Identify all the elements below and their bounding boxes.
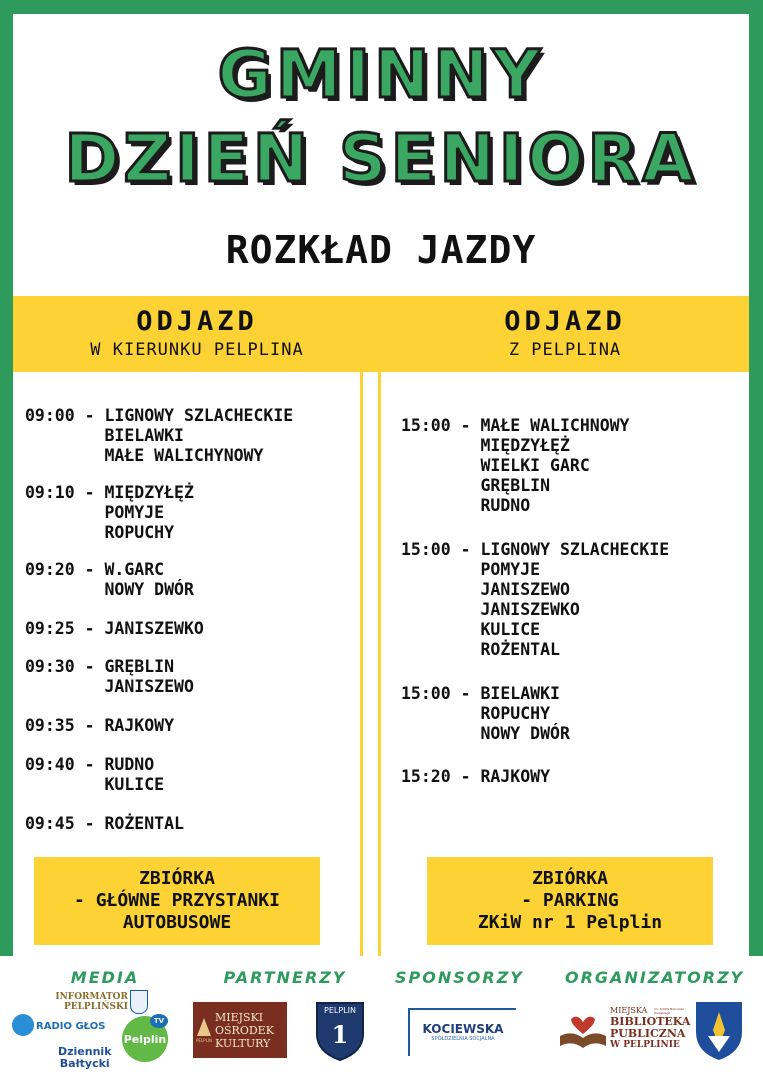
library-line: W PELPLINIE <box>610 1040 680 1050</box>
schedule-entry <box>401 767 550 787</box>
library-logo <box>558 1006 691 1056</box>
bus-stop: JANISZEWKO <box>104 619 204 638</box>
title-line-1: GMINNY <box>217 36 545 113</box>
informator-logo <box>48 992 128 1012</box>
departure-time: 15:00 <box>401 684 451 703</box>
radio-glos-logo: RADIO GŁOS <box>36 1021 106 1032</box>
departure-time: 15:00 <box>401 416 451 435</box>
separator: - <box>74 755 105 774</box>
departure-time: 09:35 <box>25 716 75 735</box>
footer <box>0 956 763 1080</box>
subtitle: ROZKŁAD JAZDY <box>225 228 537 272</box>
stop-list <box>480 540 669 660</box>
stop-list <box>480 767 550 787</box>
kociewska-logo <box>408 1008 516 1056</box>
column-divider-right <box>378 372 381 956</box>
separator: - <box>74 406 105 425</box>
schedule-entry <box>401 684 570 744</box>
separator: - <box>450 767 481 786</box>
mok-text <box>215 1011 274 1050</box>
separator: - <box>74 716 105 735</box>
departure-time: 15:00 <box>401 540 451 559</box>
mok-emblem <box>193 1018 215 1043</box>
separator: - <box>74 657 105 676</box>
stop-list <box>104 619 203 639</box>
bus-stop: POMYJE <box>104 503 165 522</box>
bus-stop: NOWY DWÓR <box>480 724 570 743</box>
header-band <box>13 296 749 372</box>
library-book-icon <box>558 1012 608 1050</box>
left-meeting-line: - GŁÓWNE PRZYSTANKI <box>74 890 280 911</box>
stop-list <box>104 560 193 600</box>
bus-stop: NOWY DWÓR <box>104 580 194 599</box>
departure-time: 09:40 <box>25 755 75 774</box>
bus-stop: JANISZEWO <box>104 677 194 696</box>
right-column-header <box>381 306 749 362</box>
media-heading: MEDIA <box>70 968 140 987</box>
kociewska-text: KOCIEWSKA <box>422 1022 504 1036</box>
schedule-entry <box>25 483 194 543</box>
right-meeting-line: ZKiW nr 1 Pelplin <box>477 912 663 933</box>
bus-stop: GRĘBLIN <box>480 476 551 495</box>
radio-wave-icon <box>12 1014 34 1036</box>
stop-list <box>104 483 193 543</box>
left-meeting-line: AUTOBUSOWE <box>122 912 232 933</box>
pelplin-tv-text: Pelplin <box>123 1032 167 1046</box>
bus-stop: ROPUCHY <box>480 704 551 723</box>
departure-time: 09:10 <box>25 483 75 502</box>
bus-stop: POMYJE <box>480 560 541 579</box>
pelplin-crest-small-icon <box>130 990 148 1014</box>
sponsors-heading: SPONSORZY <box>395 968 524 987</box>
stop-list <box>480 684 569 744</box>
bus-stop: JANISZEWKO <box>480 600 580 619</box>
bus-stop: BIELAWKI <box>480 684 560 703</box>
stop-list <box>104 716 174 736</box>
bus-stop: RUDNO <box>480 496 531 515</box>
schedule-entry <box>25 657 194 697</box>
pelplin-crest-icon <box>694 1000 744 1062</box>
bus-stop: MIĘDZYŁĘŻ <box>104 483 194 502</box>
bus-stop: MAŁE WALICHNOWY <box>480 416 630 435</box>
stop-list <box>104 814 183 834</box>
mok-small-text: PELPLIN <box>196 1037 212 1043</box>
departure-time: 09:45 <box>25 814 75 833</box>
right-meeting-box <box>427 857 713 945</box>
bus-stop: W.GARC <box>104 560 165 579</box>
stop-list <box>104 406 293 466</box>
bus-stop: RUDNO <box>104 755 155 774</box>
kociewska-subtext: SPÓŁDZIELNIA SOCJALNA <box>431 1036 495 1042</box>
mok-logo <box>193 1002 287 1058</box>
dziennik-line: Dziennik <box>58 1045 112 1058</box>
stop-list <box>104 755 164 795</box>
library-small-text: im. Adolfa Bernarda Osińskiego <box>654 1007 684 1015</box>
schedule-entry <box>25 619 204 639</box>
pelplin-1-number: 1 <box>331 1020 349 1049</box>
bus-stop: MIĘDZYŁĘŻ <box>480 436 570 455</box>
stop-list <box>104 657 193 697</box>
left-meeting-box <box>34 857 320 945</box>
library-line: PUBLICZNA <box>610 1027 686 1040</box>
informator-line: PELPLIŃSKI <box>63 1002 128 1012</box>
right-subheading: Z PELPLINA <box>508 340 622 360</box>
mok-tower-icon <box>197 1018 211 1036</box>
schedule-entry <box>25 716 174 736</box>
left-column-header <box>13 306 381 362</box>
bus-stop: WIELKI GARC <box>480 456 590 475</box>
library-line: MIEJSKA <box>610 1006 648 1015</box>
dziennik-line: Bałtycki <box>59 1057 110 1070</box>
bus-stop: LIGNOWY SZLACHECKIE <box>480 540 670 559</box>
pelplin-1-text: PELPLIN <box>324 1006 356 1015</box>
bus-stop: RAJKOWY <box>104 716 175 735</box>
schedule-entry <box>401 540 669 660</box>
mok-line: OŚRODEK <box>215 1023 274 1037</box>
schedule-entry <box>401 416 630 516</box>
departure-time: 09:00 <box>25 406 75 425</box>
schedule-entry <box>25 755 164 795</box>
bus-stop: ROPUCHY <box>104 523 175 542</box>
tv-badge: TV <box>150 1014 168 1028</box>
bus-stop: ROŻENTAL <box>104 814 184 833</box>
separator: - <box>74 483 105 502</box>
schedule-entry <box>25 406 293 466</box>
bus-stop: KULICE <box>480 620 541 639</box>
departure-time: 09:25 <box>25 619 75 638</box>
bus-stop: GRĘBLIN <box>104 657 175 676</box>
schedule-entry <box>25 814 184 834</box>
departure-time: 15:20 <box>401 767 451 786</box>
bus-stop: RAJKOWY <box>480 767 551 786</box>
departure-time: 09:20 <box>25 560 75 579</box>
title-line-2: DZIEŃ SENIORA <box>64 120 698 197</box>
left-heading: ODJAZD <box>136 306 258 337</box>
right-heading: ODJAZD <box>504 306 626 337</box>
bus-stop: LIGNOWY SZLACHECKIE <box>104 406 294 425</box>
separator: - <box>450 540 481 559</box>
dziennik-logo <box>58 1046 112 1070</box>
stop-list <box>480 416 629 516</box>
mok-line: MIEJSKI <box>215 1010 264 1024</box>
bus-stop: KULICE <box>104 775 165 794</box>
separator: - <box>74 814 105 833</box>
organizers-heading: ORGANIZATORZY <box>565 968 745 987</box>
separator: - <box>74 619 105 638</box>
bus-stop: BIELAWKI <box>104 426 184 445</box>
poster <box>13 14 749 956</box>
column-divider-left <box>360 372 363 956</box>
schedule-entry <box>25 560 194 600</box>
mok-line: KULTURY <box>215 1036 271 1050</box>
left-meeting-line: ZBIÓRKA <box>139 868 215 889</box>
separator: - <box>450 416 481 435</box>
right-meeting-line: - PARKING <box>521 890 619 911</box>
left-subheading: W KIERUNKU PELPLINA <box>90 340 304 360</box>
right-meeting-line: ZBIÓRKA <box>532 868 608 889</box>
partners-heading: PARTNERZY <box>223 968 347 987</box>
separator: - <box>74 560 105 579</box>
bus-stop: JANISZEWO <box>480 580 570 599</box>
separator: - <box>450 684 481 703</box>
bus-stop: MAŁE WALICHYNOWY <box>104 446 264 465</box>
bus-stop: ROŻENTAL <box>480 640 560 659</box>
departure-time: 09:30 <box>25 657 75 676</box>
library-line: BIBLIOTEKA <box>610 1015 691 1028</box>
informator-line: INFORMATOR <box>55 992 128 1002</box>
